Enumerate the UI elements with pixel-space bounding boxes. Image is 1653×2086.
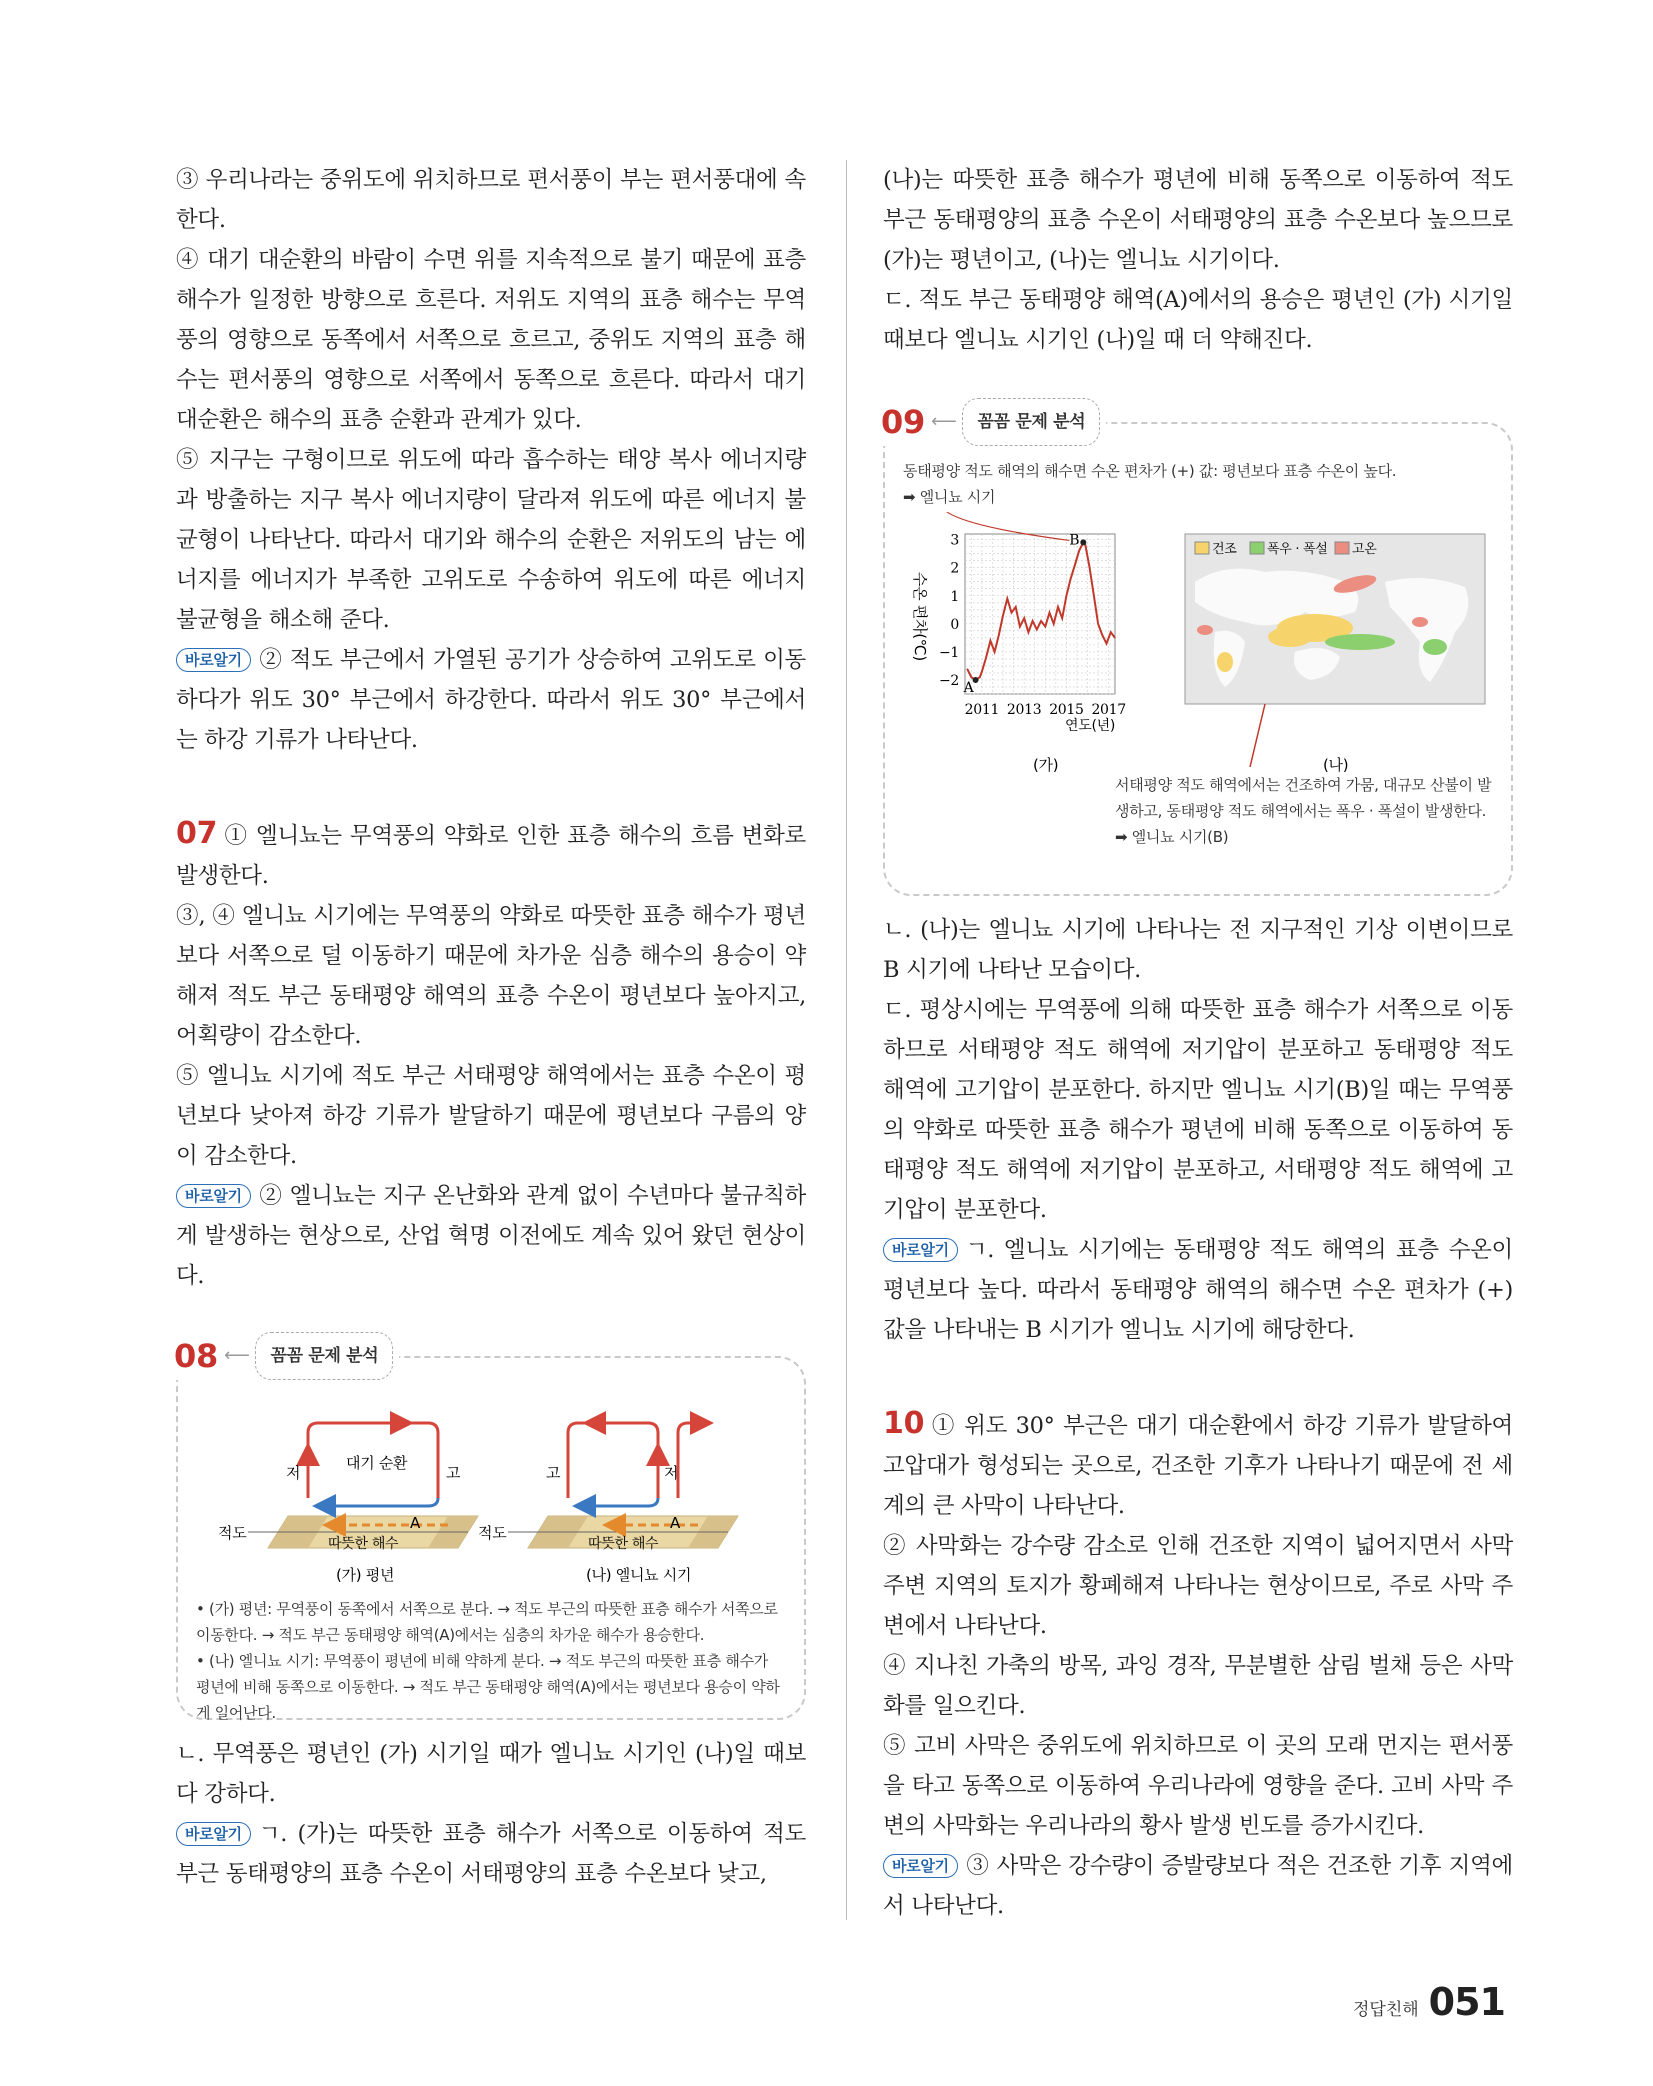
plot-frame xyxy=(965,534,1115,694)
page-footer xyxy=(1353,1980,1505,2024)
annotation-label-A: A xyxy=(963,679,974,696)
label-equator: 적도 xyxy=(478,1524,507,1542)
paragraph xyxy=(883,1230,1513,1350)
paragraph: ④ 지나친 가축의 방목, 과잉 경작, 무분별한 삼림 벌채 등은 사막화를 일으킨다. xyxy=(883,1653,1513,1719)
elnino-chart xyxy=(885,512,1513,812)
label-low: 저 xyxy=(664,1464,679,1482)
answer-badge: 바로알기 xyxy=(176,648,251,672)
paragraph-text: ② 적도 부근에서 가열된 공기가 상승하여 고위도로 이동하다가 위도 30° 부근에서 하강한다. 따라서 위도 30° 부근에서는 하강 기류가 나타난다. xyxy=(176,647,806,753)
legend-swatch-heat xyxy=(1335,542,1349,554)
column-divider xyxy=(846,160,847,1920)
panel-elnino xyxy=(478,1423,738,1584)
arrow-icon: ⟵ xyxy=(930,411,957,432)
caption-na: (나) xyxy=(1323,756,1349,774)
paragraph-text: ㄱ. (가)는 따뜻한 표층 해수가 서쪽으로 이동하여 적도 부근 동태평양의 표층 수온이 서태평양의 표층 수온보다 낮고, xyxy=(176,1821,806,1887)
paragraph xyxy=(176,1176,806,1296)
x-tick-label: 2017 xyxy=(1091,702,1126,718)
paragraph-text: ㄱ. 엘니뇨 시기에는 동태평양 적도 해역의 표층 수온이 평년보다 높다. 따라서 동태평양 해역의 해수면 수온 편차가 (+) 값을 나타내는 B 시기가 엘니뇨 시기에 해당한다. xyxy=(883,1237,1513,1343)
x-tick-label: 2015 xyxy=(1049,702,1084,718)
question-number: 10 xyxy=(883,1406,925,1441)
y-axis-label: 수온 편차(℃) xyxy=(911,572,929,661)
spacer xyxy=(883,1350,1513,1404)
paragraph-text: ① 위도 30° 부근은 대기 대순환에서 하강 기류가 발달하여 고압대가 형성되는 곳으로, 건조한 기후가 나타나기 때문에 전 세계의 큰 사막이 나타난다. xyxy=(883,1413,1513,1519)
right-column xyxy=(883,160,1513,1926)
drought-region xyxy=(1268,627,1312,647)
pointer-line xyxy=(1250,704,1265,767)
top-note-line: 동태평양 적도 해역의 해수면 수온 편차가 (+) 값: 평년보다 표층 수온이 높다. xyxy=(903,462,1397,480)
answer-badge: 바로알기 xyxy=(883,1854,958,1878)
label-A: A xyxy=(670,1514,680,1532)
question-number: 07 xyxy=(176,816,218,851)
label-A: A xyxy=(410,1514,420,1532)
temperature-series-line xyxy=(967,542,1115,680)
paragraph: (나)는 따뜻한 표층 해수가 평년에 비해 동쪽으로 이동하여 적도 부근 동태평양의 표층 수온이 서태평양의 표층 수온보다 높으므로 (가)는 평년이고, (나)는 엘니뇨 시기이다. xyxy=(883,167,1513,273)
caption-elnino: (나) 엘니뇨 시기 xyxy=(586,1566,692,1584)
paragraph xyxy=(883,1846,1513,1926)
annotation-point-B xyxy=(1080,539,1086,545)
paragraph: ② 사막화는 강수량 감소로 인해 건조한 지역이 넓어지면서 사막 주변 지역의 토지가 황폐해져 나타나는 현상이므로, 주로 사막 주변에서 나타난다. xyxy=(883,1533,1513,1639)
footer-label: 정답친해 xyxy=(1352,2000,1419,2020)
question-number: 09 xyxy=(881,403,925,441)
analysis-box-08 xyxy=(174,1337,806,1722)
paragraph: ㄴ. 무역풍은 평년인 (가) 시기일 때가 엘니뇨 시기인 (나)일 때보다 강하다. xyxy=(176,1741,806,1807)
page-number: 051 xyxy=(1428,1980,1505,2024)
paragraph: ⑤ 엘니뇨 시기에 적도 부근 서태평양 해역에서는 표층 수온이 평년보다 낮아져 하강 기류가 발달하기 때문에 평년보다 구름의 양이 감소한다. xyxy=(176,1063,806,1169)
y-tick-label: 3 xyxy=(950,532,959,549)
y-tick-label: 2 xyxy=(950,560,959,577)
note: • (나) 엘니뇨 시기: 무역풍이 평년에 비해 약하게 분다. → 적도 부근의 따뜻한 표층 해수가 평년에 비해 동쪽으로 이동한다. → 적도 부근 동태평양 해역(A)에서는 평년보다 용승이 약하게 일어난다. xyxy=(196,1652,780,1722)
heat-region xyxy=(1197,625,1213,635)
trade-wind-arrow xyxy=(318,1498,438,1506)
paragraph: ③, ④ 엘니뇨 시기에는 무역풍의 약화로 따뜻한 표층 해수가 평년보다 서쪽으로 덜 이동하기 때문에 차가운 심층 해수의 용승이 약해져 적도 부근 동태평양 해역의 표층 수온이 평년보다 높아지고, 어획량이 감소한다. xyxy=(176,903,806,1049)
legend-swatch-flood xyxy=(1250,542,1264,554)
paragraph-text: ② 엘니뇨는 지구 온난화와 관계 없이 수년마다 불규칙하게 발생하는 현상으로, 산업 혁명 이전에도 계속 있어 왔던 현상이다. xyxy=(176,1183,806,1289)
circulation-diagram xyxy=(178,1388,804,1598)
paragraph-text: ③ 사막은 강수량이 증발량보다 적은 건조한 기후 지역에서 나타난다. xyxy=(883,1853,1513,1919)
caption-normal: (가) 평년 xyxy=(336,1566,395,1584)
legend-drought: 건조 xyxy=(1212,542,1237,557)
x-ticks xyxy=(965,702,1126,718)
label-high: 고 xyxy=(446,1464,461,1482)
heat-region xyxy=(1412,617,1428,627)
top-note-line: ➡ 엘니뇨 시기 xyxy=(903,488,996,506)
left-column xyxy=(176,160,806,1894)
analysis-tag: 꼼꼼 문제 분석 xyxy=(255,1332,393,1380)
analysis-box-header xyxy=(174,1332,399,1380)
flood-region xyxy=(1423,639,1447,655)
paragraph: ③ 우리나라는 중위도에 위치하므로 편서풍이 부는 편서풍대에 속한다. xyxy=(176,167,806,233)
analysis-box-header xyxy=(881,398,1106,446)
panel-normal xyxy=(218,1423,478,1584)
paragraph-text: ① 엘니뇨는 무역풍의 약화로 인한 표층 해수의 흐름 변화로 발생한다. xyxy=(176,823,806,889)
top-note xyxy=(903,458,1503,510)
paragraph: ④ 대기 대순환의 바람이 수면 위를 지속적으로 불기 때문에 표층 해수가 일정한 방향으로 흐른다. 저위도 지역의 표층 해수는 무역풍의 영향으로 동쪽에서 서쪽으로 흐르고, 중위도 지역의 표층 해수는 편서풍의 영향으로 서쪽에서 동쪽으로 흐른다. 따라서 대기 대순환은 해수의 표층 순환과 관계가 있다. xyxy=(176,247,806,433)
y-tick-label: −2 xyxy=(938,672,959,689)
label-circulation: 대기 순환 xyxy=(346,1454,408,1472)
paragraph xyxy=(176,814,806,896)
trade-wind-arrow xyxy=(578,1498,658,1506)
legend-swatch-drought xyxy=(1195,542,1209,554)
y-ticks xyxy=(939,533,959,689)
label-warm-water: 따뜻한 해수 xyxy=(588,1536,659,1552)
bottom-note: 서태평양 적도 해역에서는 건조하여 가뭄, 대규모 산불이 발생하고, 동태평양 적도 해역에서는 폭우 · 폭설이 발생한다. ➡ 엘니뇨 시기(B) xyxy=(1115,776,1492,846)
question-number: 08 xyxy=(174,1337,218,1375)
note: • (가) 평년: 무역풍이 동쪽에서 서쪽으로 분다. → 적도 부근의 따뜻한 표층 해수가 서쪽으로 이동한다. → 적도 부근 동태평양 해역(A)에서는 심층의 차가운 해수가 용승한다. xyxy=(196,1600,778,1644)
paragraph xyxy=(176,1814,806,1894)
arrow-icon: ⟵ xyxy=(223,1345,250,1366)
analysis-box-09 xyxy=(881,403,1513,896)
analysis-tag: 꼼꼼 문제 분석 xyxy=(962,398,1100,446)
answer-badge: 바로알기 xyxy=(176,1822,251,1846)
label-high: 고 xyxy=(546,1464,561,1482)
pointer-line xyxy=(940,512,1069,540)
box-notes xyxy=(196,1596,786,1726)
flood-region xyxy=(1325,634,1395,650)
air-loop-east xyxy=(678,1423,708,1498)
annotation-label-B: B xyxy=(1069,532,1080,549)
drought-region xyxy=(1217,652,1233,672)
answer-badge: 바로알기 xyxy=(883,1238,958,1262)
paragraph: ⑤ 지구는 구형이므로 위도에 따라 흡수하는 태양 복사 에너지량과 방출하는 지구 복사 에너지량이 달라져 위도에 따른 에너지 불균형이 나타난다. 따라서 대기와 해수의 순환은 저위도의 남는 에너지를 에너지가 부족한 고위도로 수송하여 위도에 따른 에너지 불균형을 해소해 준다. xyxy=(176,447,806,633)
answer-badge: 바로알기 xyxy=(176,1184,251,1208)
world-map xyxy=(1185,534,1485,774)
annotation-point-A xyxy=(973,677,979,683)
x-axis-label: 연도(년) xyxy=(1065,718,1115,734)
grid xyxy=(965,534,1115,694)
spacer xyxy=(883,896,1513,910)
paragraph: ㄷ. 평상시에는 무역풍에 의해 따뜻한 표층 해수가 서쪽으로 이동하므로 서태평양 적도 해역에 저기압이 분포하고 동태평양 적도 해역에 고기압이 분포한다. 하지만 엘니뇨 시기(B)일 때는 무역풍의 약화로 따뜻한 표층 해수가 평년에 비해 동쪽으로 이동하여 동태평양 적도 해역에 저기압이 분포하고, 서태평양 적도 해역에 고기압이 분포한다. xyxy=(883,997,1513,1223)
paragraph xyxy=(176,640,806,760)
x-tick-label: 2013 xyxy=(1006,702,1042,718)
paragraph xyxy=(883,1404,1513,1526)
y-tick-label: 1 xyxy=(950,588,959,605)
y-tick-label: 0 xyxy=(950,616,959,633)
label-low: 저 xyxy=(286,1464,301,1482)
paragraph: ㄴ. (나)는 엘니뇨 시기에 나타나는 전 지구적인 기상 이변이므로 B 시기에 나타난 모습이다. xyxy=(883,917,1513,983)
paragraph: ⑤ 고비 사막은 중위도에 위치하므로 이 곳의 모래 먼지는 편서풍을 타고 동쪽으로 이동하여 우리나라에 영향을 준다. 고비 사막 주변의 사막화는 우리나라의 황사 발생 빈도를 증가시킨다. xyxy=(883,1733,1513,1839)
legend-heat: 고온 xyxy=(1352,542,1377,557)
x-tick-label: 2011 xyxy=(964,702,1000,718)
caption-ga: (가) xyxy=(1033,756,1059,774)
label-warm-water: 따뜻한 해수 xyxy=(328,1536,399,1552)
air-loop-west xyxy=(568,1423,658,1498)
paragraph: ㄷ. 적도 부근 동태평양 해역(A)에서의 용승은 평년인 (가) 시기일 때보다 엘니뇨 시기인 (나)일 때 더 약해진다. xyxy=(883,287,1513,353)
y-tick-label: −1 xyxy=(938,644,959,661)
label-equator: 적도 xyxy=(218,1524,247,1542)
legend-flood: 폭우 · 폭설 xyxy=(1267,542,1328,557)
spacer xyxy=(176,760,806,814)
